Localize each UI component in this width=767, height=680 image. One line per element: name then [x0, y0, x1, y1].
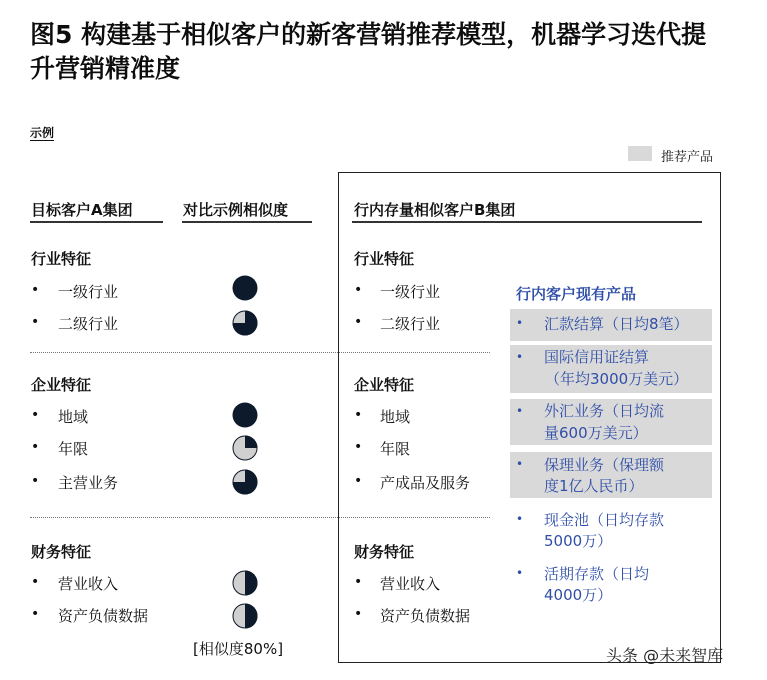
right-item: 资产负债数据 [380, 607, 471, 625]
section-divider-1 [30, 352, 490, 353]
bullet-dot: • [31, 314, 40, 330]
similarity-pie [232, 402, 258, 428]
bullet-dot: • [31, 439, 40, 455]
similarity-pie [232, 310, 258, 336]
bullet-dot: • [31, 574, 40, 590]
right-section-title-company: 企业特征 [354, 376, 415, 394]
left-item: 二级行业 [58, 315, 119, 333]
bullet-dot: • [516, 316, 524, 330]
similarity-pie [232, 435, 258, 461]
legend-underline [30, 140, 54, 141]
right-section-title-industry: 行业特征 [354, 250, 415, 268]
right-item: 二级行业 [380, 315, 441, 333]
product-line: 量600万美元） [544, 424, 648, 442]
column-header-target: 目标客户A集团 [31, 201, 133, 219]
similarity-pie [232, 603, 258, 629]
watermark-text: 头条 @未来智库 [606, 646, 724, 665]
left-section-title-industry: 行业特征 [31, 250, 92, 268]
right-item: 年限 [380, 440, 411, 458]
left-item: 地域 [58, 408, 89, 426]
product-line: 汇款结算（日均8笔） [544, 315, 689, 333]
left-item: 年限 [58, 440, 89, 458]
column-underline-similar [352, 221, 702, 223]
bullet-dot: • [516, 566, 524, 580]
left-item: 营业收入 [58, 575, 119, 593]
bullet-dot: • [354, 439, 363, 455]
column-header-similarity: 对比示例相似度 [183, 201, 289, 219]
left-section-title-company: 企业特征 [31, 376, 92, 394]
product-line: 5000万） [544, 532, 613, 550]
bullet-dot: • [516, 512, 524, 526]
bullet-dot: • [354, 606, 363, 622]
similarity-pie [232, 469, 258, 495]
right-section-title-finance: 财务特征 [354, 543, 415, 561]
bullet-dot: • [354, 314, 363, 330]
left-item: 资产负债数据 [58, 607, 149, 625]
bullet-dot: • [31, 282, 40, 298]
product-line: （年均3000万美元） [545, 370, 689, 388]
left-item: 主营业务 [58, 474, 119, 492]
right-item: 营业收入 [380, 575, 441, 593]
similarity-total: [相似度80%] [193, 640, 284, 658]
product-line: 4000万） [544, 586, 613, 604]
bullet-dot: • [31, 473, 40, 489]
column-header-similar: 行内存量相似客户B集团 [354, 201, 516, 219]
legend-recommended-label: 推荐产品 [661, 150, 714, 165]
bullet-dot: • [516, 350, 524, 364]
page-title: 图5 构建基于相似客户的新客营销推荐模型，机器学习迭代提升营销精准度 [30, 20, 707, 83]
right-item: 产成品及服务 [380, 474, 471, 492]
bullet-dot: • [31, 606, 40, 622]
product-line: 度1亿人民币） [544, 477, 644, 495]
column-underline-similarity [182, 221, 312, 223]
bullet-dot: • [31, 407, 40, 423]
right-item: 地域 [380, 408, 411, 426]
product-line: 保理业务（保理额 [544, 456, 665, 474]
similarity-pie [232, 275, 258, 301]
product-line: 现金池（日均存款 [544, 511, 665, 529]
column-underline-target [30, 221, 163, 223]
left-section-title-finance: 财务特征 [31, 543, 92, 561]
bullet-dot: • [354, 574, 363, 590]
bullet-dot: • [354, 407, 363, 423]
products-title: 行内客户现有产品 [516, 285, 637, 303]
similarity-pie [232, 570, 258, 596]
bullet-dot: • [516, 457, 524, 471]
section-divider-2 [30, 517, 490, 518]
bullet-dot: • [354, 282, 363, 298]
bullet-dot: • [354, 473, 363, 489]
legend-recommended-swatch [628, 146, 652, 161]
product-line: 国际信用证结算 [544, 348, 650, 366]
bullet-dot: • [516, 404, 524, 418]
right-item: 一级行业 [380, 283, 441, 301]
product-line: 外汇业务（日均流 [544, 402, 665, 420]
product-line: 活期存款（日均 [544, 565, 650, 583]
legend-example-label: 示例 [30, 126, 55, 140]
left-item: 一级行业 [58, 283, 119, 301]
